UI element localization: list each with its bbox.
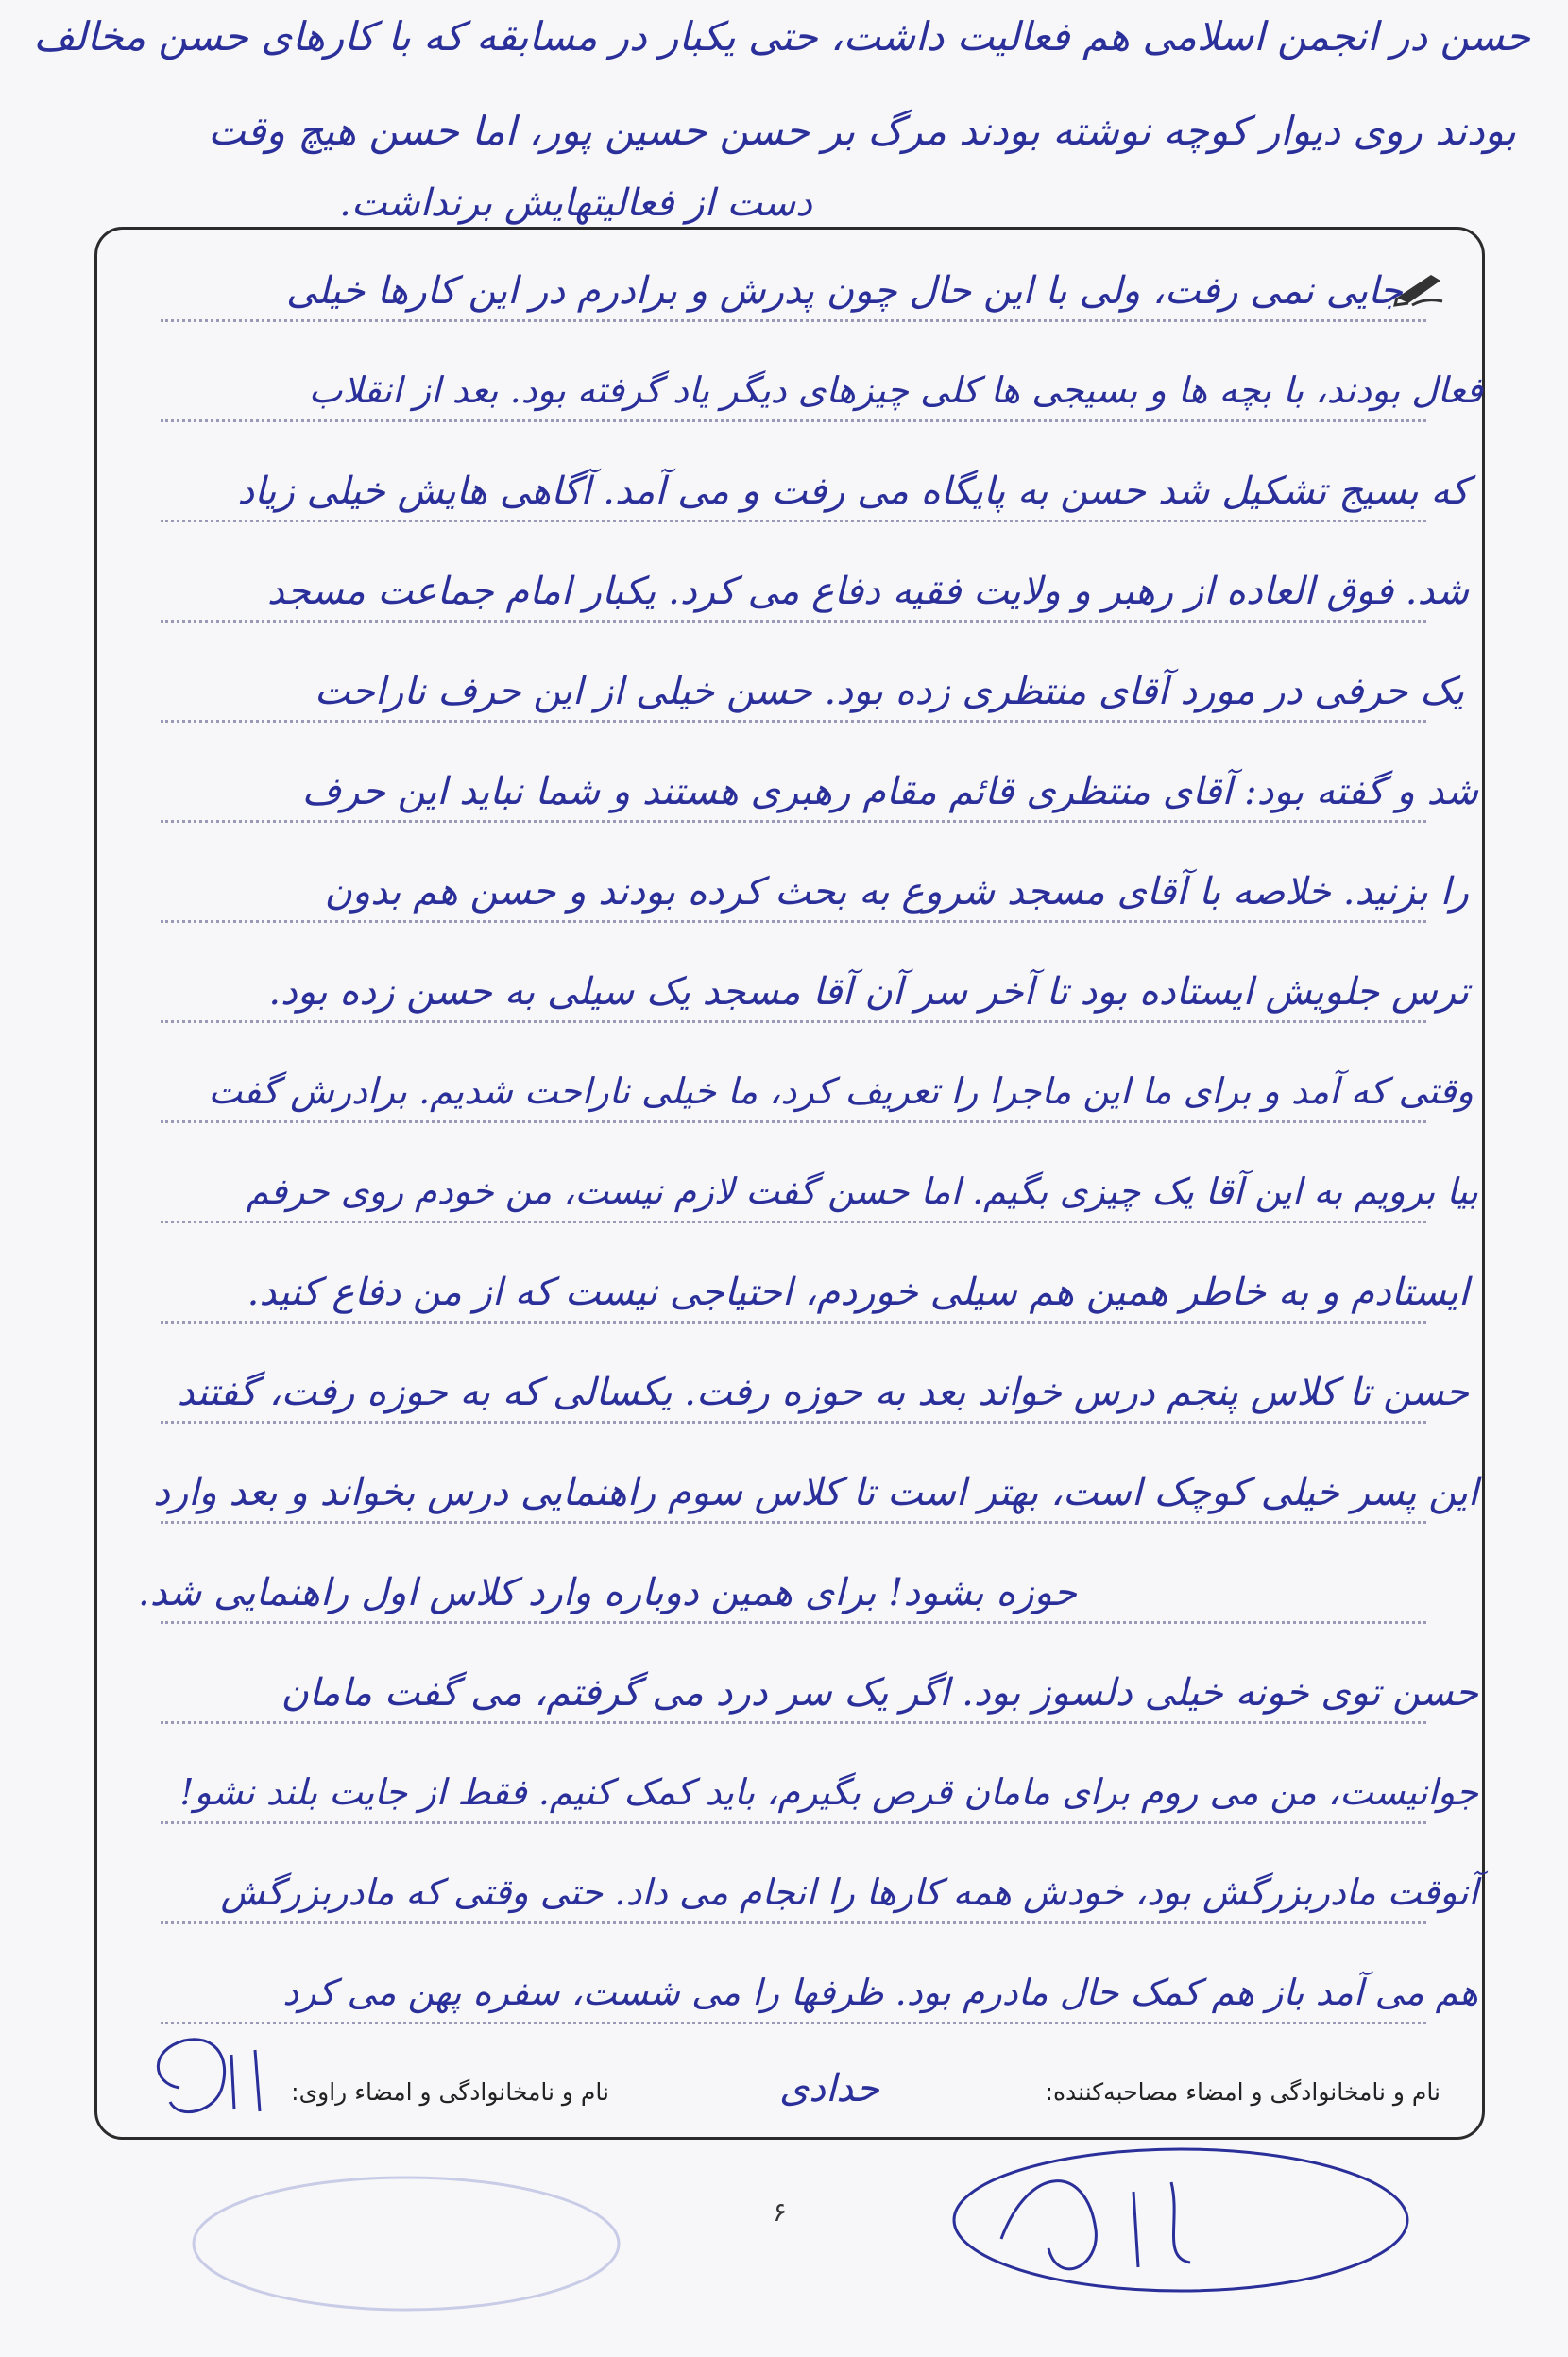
body-line: حسن تا کلاس پنجم درس خواند بعد به حوزه رفت. یکسالی که به حوزه رفت، گفتند — [177, 1371, 1469, 1414]
body-line: بیا برویم به این آقا یک چیزی بگیم. اما حسن گفت لازم نیست، من خودم روی حرفم — [246, 1170, 1478, 1212]
intro-line: حسن در انجمن اسلامی هم فعالیت داشت، حتی یکبار در مسابقه که با کارهای حسن مخالف — [33, 13, 1530, 60]
rule-line — [161, 319, 1426, 322]
body-line: جایی نمی رفت، ولی با این حال چون پدرش و برادرم در این کارها خیلی — [285, 269, 1403, 313]
rule-line — [161, 620, 1426, 623]
rule-line — [161, 1321, 1426, 1324]
rule-line — [161, 920, 1426, 923]
intro-line: دست از فعالیتهایش برنداشت. — [339, 181, 812, 225]
body-line: وقتی که آمد و برای ما این ماجرا را تعریف کرد، ما خیلی ناراحت شدیم. برادرش گفت — [208, 1070, 1474, 1112]
body-line: که بسیج تشکیل شد حسن به پایگاه می رفت و می آمد. آگاهی هایش خیلی زیاد — [237, 470, 1469, 513]
body-line: حوزه بشود! برای همین دوباره وارد کلاس اول راهنمایی شد. — [138, 1571, 1077, 1614]
rule-line — [161, 1020, 1426, 1023]
narrator-signature — [142, 1998, 312, 2140]
body-line: را بزنید. خلاصه با آقای مسجد شروع به بحث کرده بودند و حسن هم بدون — [324, 870, 1469, 914]
faint-stamp — [179, 2163, 633, 2324]
body-line: فعال بودند، با بچه ها و بسیجی ها کلی چیزهای دیگر یاد گرفته بود. بعد از انقلاب — [308, 369, 1483, 411]
body-line: جوانیست، من می روم برای مامان قرص بگیرم، باید کمک کنیم. فقط از جایت بلند نشو! — [179, 1771, 1478, 1813]
interviewer-signature — [945, 2126, 1436, 2314]
rule-line — [161, 1521, 1426, 1524]
body-line: هم می آمد باز هم کمک حال مادرم بود. ظرفها را می شست، سفره پهن می کرد — [282, 1972, 1478, 2013]
body-line: این پسر خیلی کوچک است، بهتر است تا کلاس سوم راهنمایی درس بخواند و بعد وارد — [153, 1471, 1478, 1514]
interviewer-label: نام و نامخانوادگی و امضاء مصاحبه‌کننده: — [1045, 2078, 1440, 2106]
rule-line — [161, 1120, 1426, 1123]
rule-line — [161, 1821, 1426, 1824]
rule-line — [161, 520, 1426, 522]
body-line: شد و گفته بود: آقای منتظری قائم مقام رهبری هستند و شما نباید این حرف — [301, 770, 1478, 813]
narrator-label: نام و نامخانوادگی و امضاء راوی: — [291, 2078, 609, 2106]
body-line: آنوقت مادربزرگش بود، خودش همه کارها را انجام می داد. حتی وقتی که مادربزرگش — [220, 1871, 1478, 1913]
rule-line — [161, 1921, 1426, 1924]
rule-line — [161, 2022, 1426, 2024]
rule-line — [161, 720, 1426, 723]
rule-line — [161, 820, 1426, 823]
intro-line: بودند روی دیوار کوچه نوشته بودند مرگ بر حسن حسین پور، اما حسن هیچ وقت — [208, 108, 1516, 154]
body-line: ترس جلویش ایستاده بود تا آخر سر آن آقا مسجد یک سیلی به حسن زده بود. — [268, 970, 1469, 1014]
rule-line — [161, 419, 1426, 422]
rule-line — [161, 1421, 1426, 1424]
body-line: حسن توی خونه خیلی دلسوز بود. اگر یک سر درد می گرفتم، می گفت مامان — [281, 1671, 1478, 1715]
rule-line — [161, 1721, 1426, 1724]
interviewer-name: حدادی — [779, 2067, 879, 2110]
rule-line — [161, 1221, 1426, 1223]
rule-line — [161, 1621, 1426, 1624]
page-number: ۶ — [773, 2196, 788, 2228]
body-line: یک حرفی در مورد آقای منتظری زده بود. حسن خیلی از این حرف ناراحت — [314, 670, 1464, 713]
body-line: ایستادم و به خاطر همین هم سیلی خوردم، احتیاجی نیست که از من دفاع کنید. — [247, 1271, 1469, 1314]
body-line: شد. فوق العاده از رهبر و ولایت فقیه دفاع می کرد. یکبار امام جماعت مسجد — [266, 570, 1469, 613]
